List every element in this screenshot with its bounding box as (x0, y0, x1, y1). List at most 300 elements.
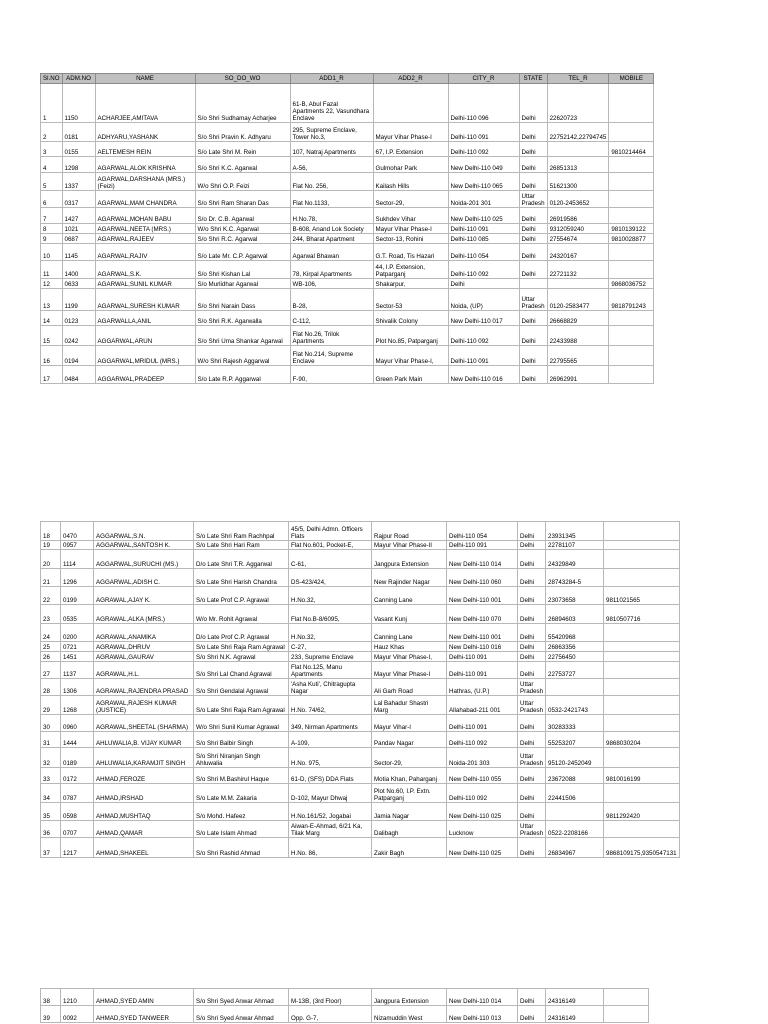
cell-sl-no: 36 (41, 821, 61, 838)
cell-sl-no: 10 (41, 244, 63, 261)
cell-state: Delhi (518, 624, 546, 642)
table-row (41, 679, 680, 696)
cell-add2-r: Kailash Hills (373, 173, 448, 191)
cell-mobile (604, 522, 680, 541)
cell-tel-r: 26851313 (547, 157, 609, 173)
cell-state: Delhi (519, 234, 547, 244)
cell-mobile: 9810016199 (604, 768, 680, 784)
cell-so-do-wo: S/o Late Shri Harish Chandra (194, 569, 289, 587)
table-row (41, 605, 680, 624)
cell-add2-r: Mayur Vihar Phase-I (372, 662, 447, 679)
cell-city-r: Allahabad-211 001 (447, 696, 518, 715)
table-row (41, 662, 680, 679)
cell-mobile (609, 173, 654, 191)
cell-state: Delhi (518, 605, 546, 624)
cell-adm-no: 0092 (61, 1006, 94, 1023)
cell-add2-r: Green Park Main (373, 366, 448, 384)
cell-add2-r: Pandav Nagar (372, 732, 447, 748)
cell-mobile: 9810139122 (609, 224, 654, 234)
cell-mobile: 9868030204 (604, 732, 680, 748)
table-row (41, 123, 654, 142)
cell-city-r: New Delhi-110 025 (447, 803, 518, 821)
cell-sl-no: 17 (41, 366, 63, 384)
cell-state: Delhi (518, 522, 546, 541)
cell-state: Delhi (518, 642, 546, 652)
column-header-adm-no: ADM.NO (62, 74, 95, 84)
cell-name: AGGARWAL,SURUCHI (MS.) (94, 550, 194, 569)
cell-city-r: Delhi-110 096 (448, 84, 519, 123)
cell-add1-r: H.No.32, (289, 587, 372, 605)
cell-city-r: Noida-201 301 (448, 191, 519, 208)
cell-sl-no: 11 (41, 261, 63, 279)
cell-state (519, 279, 547, 289)
cell-sl-no: 20 (41, 550, 61, 569)
cell-add1-r: 61-D, (SFS) DDA Flats (289, 768, 372, 784)
cell-add2-r: Sector-13, Rohini (373, 234, 448, 244)
cell-adm-no: 0123 (62, 311, 95, 326)
cell-add2-r: 67, I.P. Extension (373, 142, 448, 157)
table-row (41, 84, 654, 123)
cell-adm-no: 0189 (61, 748, 94, 768)
cell-mobile (604, 1006, 649, 1023)
cell-state: Delhi (519, 366, 547, 384)
cell-adm-no: 0172 (61, 768, 94, 784)
cell-adm-no: 0200 (61, 624, 94, 642)
cell-add2-r: Rajpur Road (372, 522, 447, 541)
cell-adm-no: 0242 (62, 326, 95, 346)
table-row (41, 838, 680, 858)
cell-city-r: Delhi-110 054 (447, 522, 518, 541)
column-header-name: NAME (95, 74, 195, 84)
cell-so-do-wo: D/o Late Shri T.R. Aggarwal (194, 550, 289, 569)
cell-state: Delhi (519, 123, 547, 142)
cell-add1-r: 107, Natraj Apartments (290, 142, 373, 157)
cell-so-do-wo: S/o Shri Syed Anwar Ahmad (194, 1006, 289, 1023)
cell-so-do-wo: S/o Shri Narain Dass (195, 289, 290, 311)
cell-mobile (609, 123, 654, 142)
cell-name: AGGARWAL,S.N. (94, 522, 194, 541)
cell-adm-no: 0181 (62, 123, 95, 142)
cell-name: AHLUWALIA,KARAMJIT SINGH (94, 748, 194, 768)
cell-so-do-wo: S/o Shri Kishan Lal (195, 261, 290, 279)
cell-mobile (604, 748, 680, 768)
cell-name: AHMAD,QAMAR (94, 821, 194, 838)
table-row (41, 550, 680, 569)
table-row (41, 715, 680, 732)
cell-name: AGRAWAL,ALKA (MRS.) (94, 605, 194, 624)
cell-city-r: Hathras, (U.P.) (447, 679, 518, 696)
cell-tel-r: 30283333 (546, 715, 604, 732)
cell-so-do-wo: S/o Shri Niranjan Singh Ahluwalia (194, 748, 289, 768)
cell-sl-no: 4 (41, 157, 63, 173)
cell-state: Delhi (518, 989, 546, 1006)
cell-mobile (604, 821, 680, 838)
cell-add2-r: Vasant Kunj (372, 605, 447, 624)
cell-tel-r: 26919586 (547, 208, 609, 224)
cell-adm-no: 0155 (62, 142, 95, 157)
table-row (41, 279, 654, 289)
cell-tel-r: 27554674 (547, 234, 609, 244)
cell-add2-r: Sukhdev Vihar (373, 208, 448, 224)
cell-state: Delhi (518, 732, 546, 748)
cell-add2-r: Hauz Khas (372, 642, 447, 652)
cell-add2-r: Mayur Vihar Phase-II (372, 541, 447, 550)
cell-add1-r: D-102, Mayur Dhwaj (289, 784, 372, 803)
cell-sl-no: 34 (41, 784, 61, 803)
cell-adm-no: 1298 (62, 157, 95, 173)
cell-name: AGARWAL,NEETA (MRS.) (95, 224, 195, 234)
cell-city-r: New Delhi-110 014 (447, 989, 518, 1006)
cell-so-do-wo: S/o Shri Uma Shankar Agarwal (195, 326, 290, 346)
cell-name: AGGARWAL,SANTOSH K. (94, 541, 194, 550)
cell-tel-r: 26863356 (546, 642, 604, 652)
cell-state: Delhi (519, 244, 547, 261)
cell-city-r: New Delhi-110 017 (448, 311, 519, 326)
cell-sl-no: 21 (41, 569, 61, 587)
cell-so-do-wo: S/o Shri Lal Chand Agrawal (194, 662, 289, 679)
cell-so-do-wo: S/o Late Shri Raja Ram Agrawal (194, 696, 289, 715)
cell-mobile (609, 366, 654, 384)
cell-tel-r: 24329849 (546, 550, 604, 569)
column-header-city-r: CITY_R (448, 74, 519, 84)
cell-name: ACHARJEE,AMITAVA (95, 84, 195, 123)
cell-add2-r: Jangpura Extension (372, 550, 447, 569)
cell-city-r: Delhi-110 092 (448, 142, 519, 157)
cell-state: Delhi (519, 261, 547, 279)
cell-add1-r: Flat No.26, Trilok Apartments (290, 326, 373, 346)
cell-so-do-wo: S/o Shri Ram Sharan Das (195, 191, 290, 208)
cell-mobile (609, 157, 654, 173)
cell-mobile (609, 326, 654, 346)
table-row (41, 224, 654, 234)
cell-state: Delhi (518, 768, 546, 784)
cell-state: Delhi (518, 541, 546, 550)
cell-state: Delhi (519, 224, 547, 234)
cell-state: Delhi (519, 311, 547, 326)
cell-mobile (604, 541, 680, 550)
cell-mobile: 9868036752 (609, 279, 654, 289)
cell-tel-r: 24316149 (546, 1006, 604, 1023)
cell-adm-no: 0957 (61, 541, 94, 550)
cell-city-r: Delhi-110 085 (448, 234, 519, 244)
cell-tel-r: 55420968 (546, 624, 604, 642)
cell-tel-r: 22756450 (546, 652, 604, 662)
cell-name: AGRAWAL,GAURAV (94, 652, 194, 662)
cell-name: AGGARWAL,ADISH C. (94, 569, 194, 587)
cell-state: Delhi (518, 803, 546, 821)
cell-tel-r: 22752142,22794745 (547, 123, 609, 142)
cell-so-do-wo: S/o Late Shri Hari Ram (194, 541, 289, 550)
cell-tel-r: 0522-2208166 (546, 821, 604, 838)
member-table-block-2 (40, 521, 680, 858)
table-row (41, 821, 680, 838)
cell-so-do-wo: S/o Shri Pravin K. Adhyaru (195, 123, 290, 142)
cell-city-r: Delhi-110 091 (448, 123, 519, 142)
cell-add1-r: Flat No. 256, (290, 173, 373, 191)
cell-adm-no: 0633 (62, 279, 95, 289)
cell-add1-r: M-13B, (3rd Floor) (289, 989, 372, 1006)
cell-add1-r: 244, Bharat Apartment (290, 234, 373, 244)
cell-state: Uttar Pradesh (518, 696, 546, 715)
cell-tel-r: 0120-2583477 (547, 289, 609, 311)
cell-name: AGARWAL,SURESH KUMAR (95, 289, 195, 311)
cell-city-r: Delhi-110 091 (447, 715, 518, 732)
cell-adm-no: 0199 (61, 587, 94, 605)
cell-tel-r: 26668829 (547, 311, 609, 326)
cell-mobile: 9810214464 (609, 142, 654, 157)
cell-mobile (609, 208, 654, 224)
cell-add1-r: H.No.78, (290, 208, 373, 224)
table-row (41, 587, 680, 605)
cell-tel-r: 26894603 (546, 605, 604, 624)
cell-add2-r: Sector-53 (373, 289, 448, 311)
cell-name: AGRAWAL,H.L. (94, 662, 194, 679)
cell-name: AGARWAL,SUNIL KUMAR (95, 279, 195, 289)
cell-adm-no: 0787 (61, 784, 94, 803)
table-row (41, 541, 680, 550)
cell-adm-no: 0484 (62, 366, 95, 384)
cell-city-r: New Delhi-110 025 (448, 208, 519, 224)
table-row (41, 191, 654, 208)
cell-add1-r: 349, Nirman Apartments (289, 715, 372, 732)
cell-mobile (604, 569, 680, 587)
cell-city-r: New Delhi-110 060 (447, 569, 518, 587)
cell-state: Uttar Pradesh (518, 748, 546, 768)
table-row (41, 642, 680, 652)
cell-state: Delhi (518, 715, 546, 732)
cell-so-do-wo: S/o Shri Gendalal Agrawal (194, 679, 289, 696)
cell-add1-r: B-608, Anand Lok Society (290, 224, 373, 234)
cell-tel-r: 22795565 (547, 346, 609, 366)
cell-adm-no: 1268 (61, 696, 94, 715)
cell-name: AGARWAL,DARSHANA (MRS.) (Feizi) (95, 173, 195, 191)
table-row (41, 569, 680, 587)
table-row (41, 748, 680, 768)
cell-city-r: Delhi-110 091 (448, 346, 519, 366)
cell-state: Delhi (518, 587, 546, 605)
cell-name: AHMAD,FEROZE (94, 768, 194, 784)
cell-adm-no: 1427 (62, 208, 95, 224)
cell-name: AGRAWAL,RAJENDRA PRASAD (94, 679, 194, 696)
cell-state: Delhi (518, 1006, 546, 1023)
cell-name: AGGARWAL,MRIDUL (MRS.) (95, 346, 195, 366)
cell-so-do-wo: S/o Shri Balbir Singh (194, 732, 289, 748)
cell-mobile: 9868109175,9350547131 (604, 838, 680, 858)
cell-mobile (604, 662, 680, 679)
cell-sl-no: 30 (41, 715, 61, 732)
cell-tel-r: 22620723 (547, 84, 609, 123)
cell-add2-r: Mayur Vihar Phase-I (373, 224, 448, 234)
cell-city-r: Noida, (UP) (448, 289, 519, 311)
cell-so-do-wo: S/o Shri Sudhamay Acharjee (195, 84, 290, 123)
cell-city-r: Lucknow (447, 821, 518, 838)
cell-so-do-wo: S/o Shri K.C. Agarwal (195, 157, 290, 173)
cell-add1-r: C-112, (290, 311, 373, 326)
cell-city-r: Delhi-110 092 (447, 732, 518, 748)
cell-state: Delhi (518, 838, 546, 858)
cell-city-r: Delhi-110 091 (447, 541, 518, 550)
table-row (41, 696, 680, 715)
cell-sl-no: 24 (41, 624, 61, 642)
cell-add2-r: Mayur Vihar Phase-I (373, 123, 448, 142)
cell-so-do-wo: W/o Shri O.P. Feizi (195, 173, 290, 191)
cell-tel-r: 22721132 (547, 261, 609, 279)
cell-so-do-wo: S/o Late Shri Ram Rachhpal (194, 522, 289, 541)
cell-sl-no: 38 (41, 989, 61, 1006)
table-row (41, 234, 654, 244)
cell-name: AHMAD,SYED TANWEER (94, 1006, 194, 1023)
cell-city-r: New Delhi-110 013 (447, 1006, 518, 1023)
cell-state: Uttar Pradesh (519, 289, 547, 311)
cell-add2-r: New Rajinder Nagar (372, 569, 447, 587)
cell-city-r: Delhi-110 091 (447, 652, 518, 662)
cell-tel-r: 24320167 (547, 244, 609, 261)
cell-so-do-wo: W/o Shri Rajesh Aggarwal (195, 346, 290, 366)
cell-mobile (604, 989, 649, 1006)
cell-tel-r: 95120-2452049 (546, 748, 604, 768)
cell-add2-r: Nizamuddin West (372, 1006, 447, 1023)
cell-tel-r (547, 142, 609, 157)
cell-city-r: Noida-201 303 (447, 748, 518, 768)
cell-sl-no: 18 (41, 522, 61, 541)
cell-sl-no: 2 (41, 123, 63, 142)
column-header-mobile: MOBILE (609, 74, 654, 84)
cell-adm-no: 0535 (61, 605, 94, 624)
cell-name: AELTEMESH REIN (95, 142, 195, 157)
cell-sl-no: 39 (41, 1006, 61, 1023)
cell-adm-no: 0598 (61, 803, 94, 821)
cell-add1-r: 45/5, Delhi Admn. Officers Flats (289, 522, 372, 541)
cell-adm-no: 0687 (62, 234, 95, 244)
cell-add2-r: Ali Garh Road (372, 679, 447, 696)
cell-city-r: Delhi-110 091 (448, 224, 519, 234)
cell-so-do-wo: W/o Mr. Rohit Agrawal (194, 605, 289, 624)
column-header-so-do-wo: SO_DO_WO (195, 74, 290, 84)
table-row (41, 346, 654, 366)
cell-add2-r: Jamia Nagar (372, 803, 447, 821)
cell-adm-no: 1021 (62, 224, 95, 234)
cell-add2-r: Shakarpur, (373, 279, 448, 289)
cell-state: Delhi (519, 208, 547, 224)
column-header-add1-r: ADD1_R (290, 74, 373, 84)
cell-adm-no: 0721 (61, 642, 94, 652)
cell-name: AGRAWAL,AJAY K. (94, 587, 194, 605)
cell-tel-r: 55253207 (546, 732, 604, 748)
table-row (41, 522, 680, 541)
cell-add1-r: 78, Kirpal Apartments (290, 261, 373, 279)
table-row (41, 784, 680, 803)
cell-add2-r: Dalibagh (372, 821, 447, 838)
cell-adm-no: 1296 (61, 569, 94, 587)
cell-add2-r: Plot No.60, I.P. Extn. Patparganj (372, 784, 447, 803)
cell-so-do-wo: W/o Shri K.C. Agarwal (195, 224, 290, 234)
cell-sl-no: 19 (41, 541, 61, 550)
cell-mobile: 9811292420 (604, 803, 680, 821)
cell-sl-no: 14 (41, 311, 63, 326)
cell-state: Delhi (519, 142, 547, 157)
cell-tel-r: 0120-2453652 (547, 191, 609, 208)
cell-state: Uttar Pradesh (519, 191, 547, 208)
cell-city-r: New Delhi-110 065 (448, 173, 519, 191)
cell-mobile (609, 244, 654, 261)
cell-tel-r: 9312059240 (547, 224, 609, 234)
cell-add1-r: Agarwal Bhawan (290, 244, 373, 261)
cell-add2-r: Plot No.85, Patparganj (373, 326, 448, 346)
cell-tel-r: 28743284-5 (546, 569, 604, 587)
cell-name: AGARWALLA,ANIL (95, 311, 195, 326)
cell-so-do-wo: S/o Shri M.Bashirul Haque (194, 768, 289, 784)
cell-adm-no: 0470 (61, 522, 94, 541)
cell-mobile (604, 550, 680, 569)
cell-state: Delhi (518, 550, 546, 569)
column-header-state: STATE (519, 74, 547, 84)
cell-add1-r: Flat No.1133, (290, 191, 373, 208)
cell-city-r: New Delhi-110 014 (447, 550, 518, 569)
cell-mobile (604, 642, 680, 652)
table-row (41, 208, 654, 224)
cell-sl-no: 26 (41, 652, 61, 662)
cell-add1-r: Opp. G-7, (289, 1006, 372, 1023)
cell-adm-no: 1114 (61, 550, 94, 569)
cell-tel-r: 26834967 (546, 838, 604, 858)
cell-sl-no: 22 (41, 587, 61, 605)
member-table-block-1 (40, 73, 654, 384)
cell-state: Delhi (519, 326, 547, 346)
table-row (41, 289, 654, 311)
cell-sl-no: 5 (41, 173, 63, 191)
cell-add1-r: H.No. 975, (289, 748, 372, 768)
cell-name: AGARWAL,RAJEEV (95, 234, 195, 244)
cell-add2-r: Mayur Vihar Phase-I, (373, 346, 448, 366)
cell-name: AGARWAL,S.K. (95, 261, 195, 279)
cell-add1-r: Flat No.B-8/6095, (289, 605, 372, 624)
table-row (41, 261, 654, 279)
table-row (41, 624, 680, 642)
cell-add1-r: 233, Supreme Enclave (289, 652, 372, 662)
cell-so-do-wo: S/o Shri R.C. Agarwal (195, 234, 290, 244)
cell-state: Delhi (519, 84, 547, 123)
cell-sl-no: 8 (41, 224, 63, 234)
cell-add1-r: H.No. 74/62, (289, 696, 372, 715)
cell-name: AHMAD,IRSHAD (94, 784, 194, 803)
cell-add2-r: Shivalik Colony (373, 311, 448, 326)
cell-mobile (604, 715, 680, 732)
cell-city-r: Delhi (448, 279, 519, 289)
cell-city-r: New Delhi-110 016 (448, 366, 519, 384)
cell-sl-no: 16 (41, 346, 63, 366)
cell-sl-no: 6 (41, 191, 63, 208)
cell-adm-no: 0960 (61, 715, 94, 732)
table-row (41, 326, 654, 346)
cell-mobile: 9810507716 (604, 605, 680, 624)
header-row (41, 74, 654, 84)
cell-add2-r: Gulmohar Park (373, 157, 448, 173)
cell-adm-no: 1337 (62, 173, 95, 191)
cell-state: Delhi (518, 569, 546, 587)
cell-tel-r: 24316149 (546, 989, 604, 1006)
cell-name: AGRAWAL,SHEETAL (SHARMA) (94, 715, 194, 732)
cell-tel-r: 22433988 (547, 326, 609, 346)
cell-adm-no: 1400 (62, 261, 95, 279)
cell-mobile (604, 624, 680, 642)
cell-state: Delhi (518, 652, 546, 662)
cell-sl-no: 28 (41, 679, 61, 696)
cell-state: Delhi (519, 173, 547, 191)
cell-sl-no: 27 (41, 662, 61, 679)
cell-tel-r: 22441506 (546, 784, 604, 803)
cell-city-r: New Delhi-110 025 (447, 838, 518, 858)
cell-add1-r: WB-106, (290, 279, 373, 289)
